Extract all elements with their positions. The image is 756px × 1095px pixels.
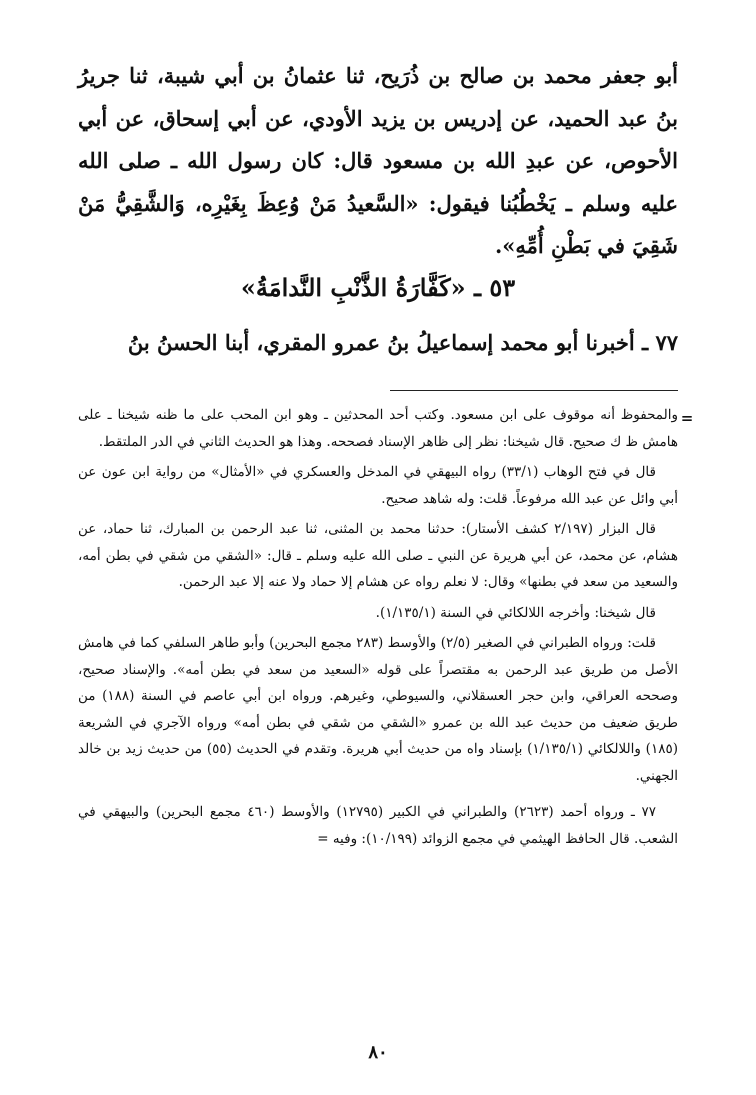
hadith-77-opening: ٧٧ ـ أخبرنا أبو محمد إسماعيلُ بنُ عمرو المقري، أبنا الحسنُ بنُ xyxy=(127,330,678,355)
footnotes-block xyxy=(78,402,678,856)
footnote-separator xyxy=(390,390,678,391)
page-number: ٨٠ xyxy=(368,1042,388,1063)
footnote-continuation-mark: = xyxy=(680,409,694,427)
footnote-paragraph: والمحفوظ أنه موقوف على ابن مسعود. وكتب أحد المحدثين ـ وهو ابن المحب على ما ظنه شيخنا ـ على هامش ظ ك صحيح. قال شيخنا: نظر إلى ظاهر الإسناد فصححه. وهذا هو الحديث الثاني في الدر الملتقط. xyxy=(78,407,678,450)
footnote-paragraph: قلت: ورواه الطبراني في الصغير (٢/٥) والأوسط (٢٨٣ مجمع البحرين) وأبو طاهر السلفي كما في هامش الأصل من طريق عبد الرحمن به مقتصراً على قوله «السعيد من سعد في بطن أمه». والإسناد صحيح، وصححه العراقي، وابن حجر العسقلاني، والسيوطي، وغيرهم. ورواه ابن أبي عاصم في السنة (١٨٨) من طريق ضعيف من حديث عبد الله بن عمرو «الشقي من شقي في بطن أمه» ورواه الآجري في الشريعة (١٨٥) واللالكائي (١/١٣٥/١) بإسناد واه من حديث أبي هريرة. وتقدم في الحديث (٥٥) من حديث زيد بن خالد الجهني. xyxy=(78,635,678,784)
footnote-paragraph: ٧٧ ـ ورواه أحمد (٢٦٢٣) والطبراني في الكبير (١٢٧٩٥) والأوسط (٤٦٠ مجمع البحرين) والبيهقي في الشعب. قال الحافظ الهيثمي في مجمع الزوائد (١٠/١٩٩): وفيه = xyxy=(78,804,678,847)
chapter-heading: ٥٣ ـ «كَفَّارَةُ الذَّنْبِ النَّدامَةُ» xyxy=(240,273,516,302)
footnote-paragraph: قال شيخنا: وأخرجه اللالكائي في السنة (١/١٣٥/١). xyxy=(375,604,656,621)
footnote-paragraph: قال في فتح الوهاب (٣٣/١) رواه البيهقي في المدخل والعسكري في «الأمثال» من رواية ابن عون عن أبي وائل عن عبد الله مرفوعاً. قلت: وله شاهد صحيح. xyxy=(78,464,678,507)
main-text-block xyxy=(78,55,678,268)
hadith-paragraph: أبو جعفر محمد بن صالح بن ذُرَيح، ثنا عثمانُ بن أبي شيبة، ثنا جريرُ بنُ عبد الحميد، عن إدريس بن يزيد الأودي، عن أبي إسحاق، عن أبي الأحوص، عن عبدِ الله بن مسعود قال: كان رسول الله ـ صلى الله عليه وسلم ـ يَخْطُبُنا فيقول: «السَّعيدُ مَنْ وُعِظَ بِغَيْرِه، وَالشَّقِيُّ مَنْ شَقِيَ في بَطْنِ أُمِّهِ». xyxy=(78,63,678,258)
footnote-paragraph: قال البزار (٢/١٩٧ كشف الأستار): حدثنا محمد بن المثنى، ثنا عبد الرحمن بن المبارك، ثنا حماد، عن هشام، عن محمد، عن أبي هريرة عن النبي ـ صلى الله عليه وسلم ـ قال: «الشقي من شقي في بطن أمه، والسعيد من سعد في بطنها» وقال: لا نعلم رواه عن هشام إلا حماد ولا عنه إلا عبد الرحمن. xyxy=(78,521,678,590)
